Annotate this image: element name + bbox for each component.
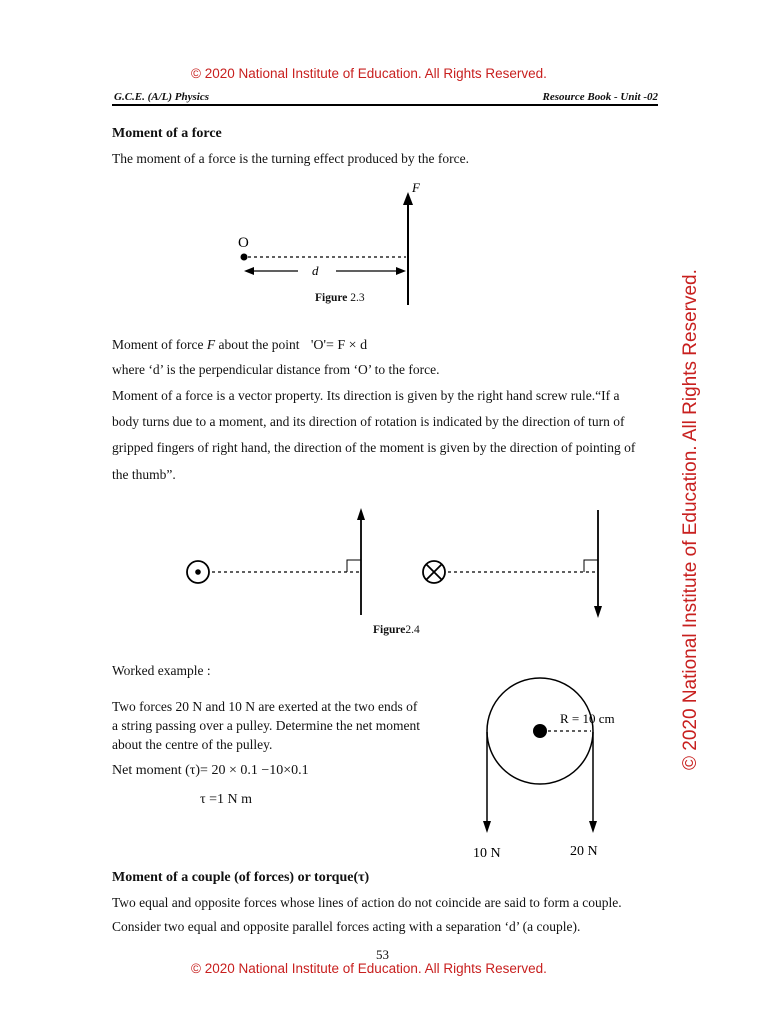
figure-2-4-caption: Figure2.4 [373,624,420,636]
moment-line-4: body turns due to a moment, and its direction of rotation is indicated by the direction of turn of [112,414,625,429]
up-force-arrowhead [357,508,365,520]
moment-line-6: the thumb”. [112,467,176,482]
moment-line-2: where ‘d’ is the perpendicular distance from ‘O’ to the force. [112,362,440,377]
figure-2-3-caption: Figure 2.3 [315,292,365,304]
moment-definition: Moment of force F about the point 'O'= F × d [112,337,368,353]
moment-line-5: gripped fingers of right hand, the direction of the moment is given by the direction of pointing of [112,440,636,455]
label-d: d [312,263,319,278]
section-heading-moment: Moment of a force [112,126,222,141]
couple-line-1: Two equal and opposite forces whose lines of action do not coincide are said to form a couple. [112,895,622,910]
net-moment-equation: Net moment (τ)= 20 × 0.1 −10×0.1 [112,763,309,778]
worked-line-1: Two forces 20 N and 10 N are exerted at the two ends of [112,699,418,714]
left-force-arrowhead [483,821,491,833]
point-O [241,254,248,261]
label-O: O [238,235,249,251]
worked-line-3: about the centre of the pulley. [112,737,273,752]
page-number: 53 [376,947,389,962]
net-moment-result: τ =1 N m [200,792,253,807]
header-rule [112,104,658,106]
header-right: Resource Book - Unit -02 [542,91,658,103]
header-left: G.C.E. (A/L) Physics [114,91,210,103]
pulley-figure [470,672,640,862]
copyright-bottom: © 2020 National Institute of Education. All Rights Reserved. [191,961,547,976]
right-force-arrowhead [589,821,597,833]
worked-line-2: a string passing over a pulley. Determine the net moment [112,718,421,733]
down-force-arrowhead [594,606,602,618]
section-heading-couple: Moment of a couple (of forces) or torque(τ) [112,870,370,885]
intro-text: The moment of a force is the turning effect produced by the force. [112,151,469,166]
copyright-top: © 2020 National Institute of Education. All Rights Reserved. [191,66,547,81]
worked-example-title: Worked example : [112,663,211,678]
copyright-side: © 2020 National Institute of Education. All Rights Reserved. [680,269,701,770]
left-force-label: 10 N [473,846,501,861]
label-F: F [412,180,420,195]
moment-line-3: Moment of a force is a vector property. Its direction is given by the right hand screw rule.“If a [112,388,620,403]
figure-2-3 [230,180,430,310]
figure-2-4 [170,500,620,625]
radius-label: R = 10 cm [560,711,615,726]
moment-formula: 'O'= F × d [310,338,368,353]
couple-line-2: Consider two equal and opposite parallel forces acting with a separation ‘d’ (a couple). [112,919,581,934]
right-force-label: 20 N [570,844,598,859]
pulley-centre [533,724,547,738]
